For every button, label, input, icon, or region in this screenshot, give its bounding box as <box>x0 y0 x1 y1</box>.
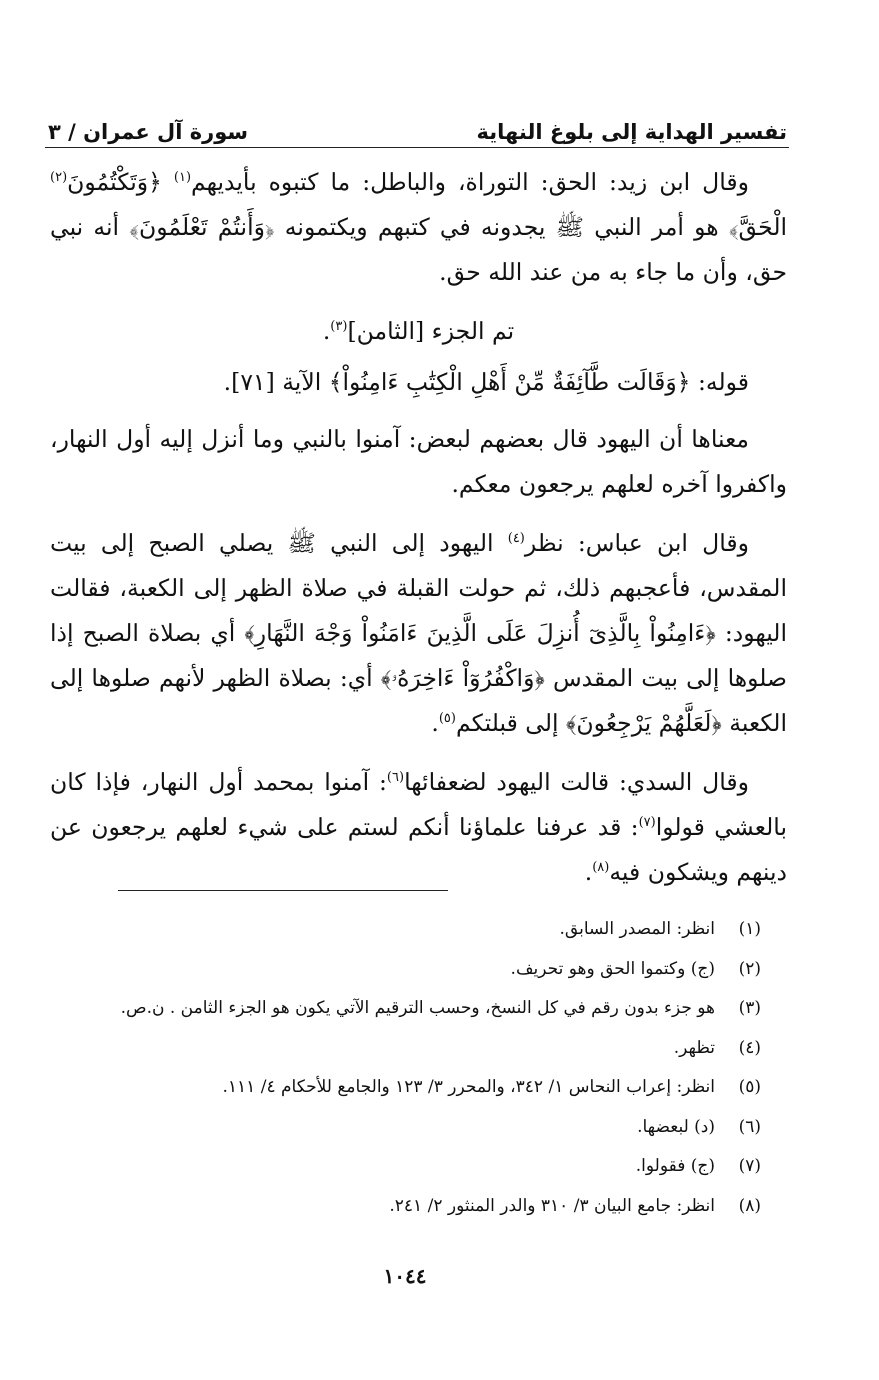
paragraph-3 <box>50 521 787 746</box>
footnote-text: انظر: إعراب النحاس ١/ ٣٤٢، والمحرر ٣/ ١٢٣ والجامع للأحكام ٤/ ١١١. <box>222 1077 715 1097</box>
text: أنه نبي حق، وأن ما جاء به من عند الله حق. <box>50 213 787 286</box>
footnote-text: انظر: المصدر السابق. <box>559 919 715 939</box>
footnote <box>90 910 761 950</box>
footnote <box>90 1068 761 1108</box>
paragraph-4 <box>50 760 787 895</box>
footnotes-list <box>90 910 761 1226</box>
quran-verse: ﴿لَعَلَّهُمْ يَرْجِعُونَ﴾ <box>566 709 722 737</box>
footnote-marker: (٣) <box>330 319 348 335</box>
quran-verse: ﴿ءَامِنُواْ بِالَّذِىٓ أُنزِلَ عَلَى الَّذِينَ ءَامَنُواْ وَجْهَ النَّهَارِ﴾ <box>244 619 716 647</box>
footnote-marker: (٦) <box>386 770 405 786</box>
footnote-number: (٥) <box>738 1077 761 1097</box>
footnote-number: (٨) <box>738 1195 761 1216</box>
text: . <box>322 317 331 345</box>
section-end-note <box>50 309 787 354</box>
quran-verse: ﴿وَاكْفُرُوٓاْ ءَاخِرَهُۥ﴾ <box>380 664 545 692</box>
text: . <box>584 858 593 886</box>
text: : قد عرفنا علماؤنا أنكم لستم على شيء لعلهم يرجعون عن دينهم ويشكون فيه <box>50 813 787 886</box>
text: قوله: <box>690 368 749 396</box>
book-title: تفسير الهداية إلى بلوغ النهاية <box>476 120 787 144</box>
footnote-marker: (٧) <box>638 815 656 831</box>
footnote-marker: (٤) <box>507 531 525 547</box>
footnote-rule <box>118 890 448 891</box>
footnote-marker: (٥) <box>438 711 456 727</box>
text: . <box>431 709 439 737</box>
footnote <box>90 1147 761 1187</box>
quran-verse: ﴿وَأَنتُمْ تَعْلَمُونَ﴾ <box>129 213 275 241</box>
text: تم الجزء [الثامن] <box>347 317 515 345</box>
footnote-text: انظر: جامع البيان ٣/ ٣١٠ والدر المنثور ٢/ ٢٤١. <box>389 1195 715 1216</box>
footnote-marker: (١) <box>173 170 192 186</box>
footnote-number: (٧) <box>738 1156 761 1176</box>
footnote <box>90 1108 761 1148</box>
page-number: ١٠٤٤ <box>383 1264 427 1288</box>
text: هو أمر النبي ﷺ يجدونه في كتبهم ويكتمونه <box>274 213 719 241</box>
footnote <box>90 1029 761 1069</box>
quran-verse: الْحَقَّ﴾ <box>718 213 788 241</box>
footnote-text: (ج) فقولوا. <box>635 1156 715 1176</box>
header-rule <box>45 147 789 148</box>
footnote-marker: (٨) <box>592 860 610 876</box>
footnote-number: (١) <box>738 919 761 939</box>
verse-heading <box>50 360 787 405</box>
text: : آمنوا بمحمد أول النهار، فإذا كان بالعشي قولوا <box>50 768 787 841</box>
footnote-text: تظهر. <box>673 1037 715 1058</box>
footnote-number: (٤) <box>738 1037 761 1058</box>
footnote-number: (٣) <box>738 998 761 1018</box>
footnote <box>90 989 761 1029</box>
running-header <box>48 104 787 144</box>
text: أي بصلاة الصبح إذا صلوها إلى بيت المقدس <box>50 619 787 692</box>
footnote-marker: (٢) <box>50 170 68 186</box>
footnote <box>90 1187 761 1227</box>
footnote-text: (ج) وكتموا الحق وهو تحريف. <box>510 958 715 979</box>
surah-label: سورة آل عمران / ٣ <box>48 120 249 144</box>
text: أي: بصلاة الظهر لأنهم صلوها إلى الكعبة <box>50 664 787 737</box>
quran-verse: ﴿وَتَكْتُمُونَ <box>67 168 174 196</box>
main-text <box>50 160 787 909</box>
text: اليهود إلى النبي ﷺ يصلي الصبح إلى بيت المقدس، فأعجبهم ذلك، ثم حولت القبلة في صلاة الظهر إلى الكعبة، فقالت اليهود: <box>50 529 787 647</box>
quran-verse: ﴿وَقَالَت طَّآئِفَةٌ مِّنْ أَهْلِ الْكِتَٰبِ ءَامِنُواْ﴾ <box>328 368 691 396</box>
footnote-number: (٦) <box>738 1116 761 1137</box>
footnote <box>90 950 761 990</box>
footnote-number: (٢) <box>738 958 761 979</box>
paragraph-2: معناها أن اليهود قال بعضهم لبعض: آمنوا بالنبي وما أنزل إليه أول النهار، واكفروا آخره لعلهم يرجعون معكم. <box>50 425 787 498</box>
footnote-text: (د) لبعضها. <box>637 1116 715 1137</box>
text: وقال ابن زيد: الحق: التوراة، والباطل: ما كتبوه بأيديهم <box>191 168 749 196</box>
text: وقال ابن عباس: نظر <box>524 529 749 557</box>
text: إلى قبلتكم <box>455 709 567 737</box>
text: وقال السدي: قالت اليهود لضعفائها <box>404 768 749 796</box>
paragraph-1 <box>50 160 787 295</box>
footnote-text: هو جزء بدون رقم في كل النسخ، وحسب الترقيم الآتي يكون هو الجزء الثامن . ن.ص. <box>120 998 715 1018</box>
verse-reference: الآية [٧١]. <box>223 368 329 396</box>
